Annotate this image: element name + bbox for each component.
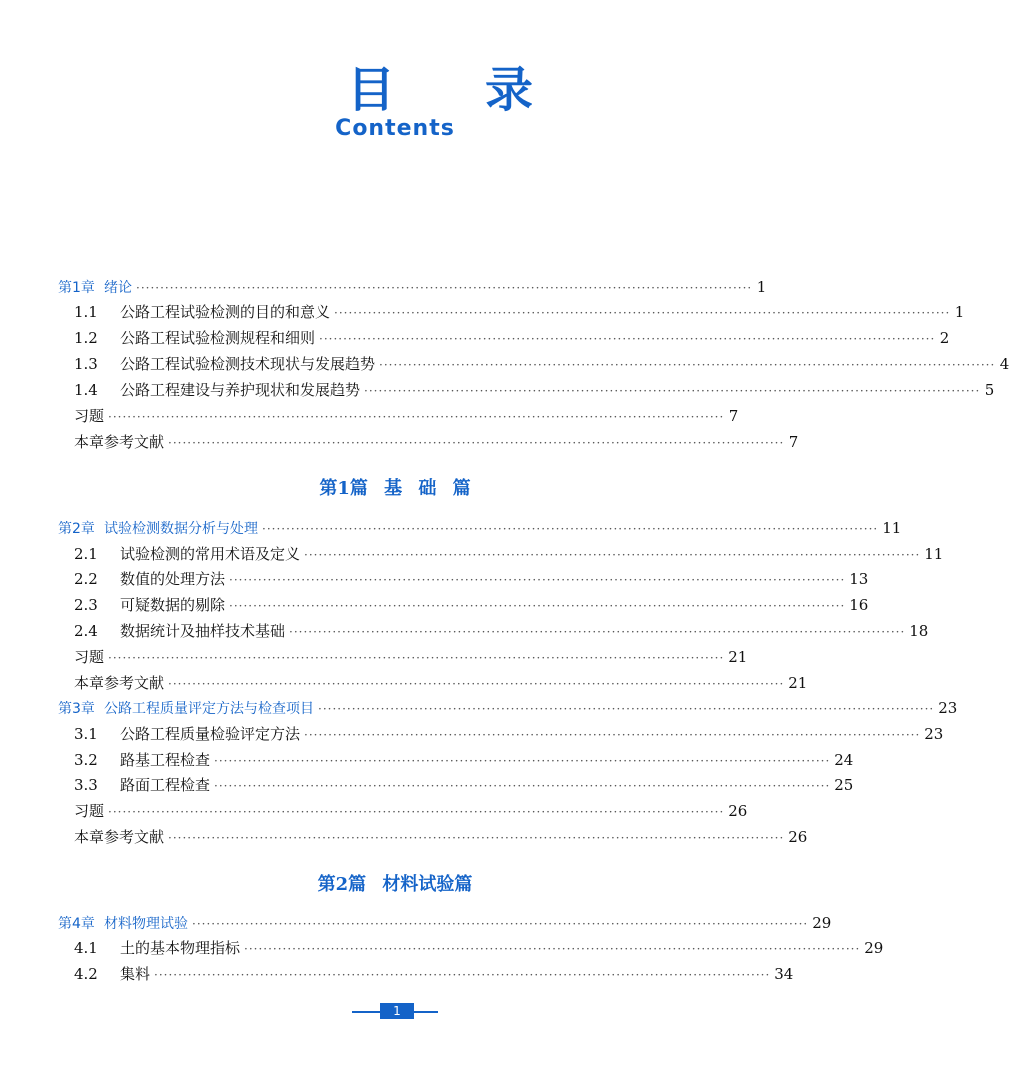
page-ref: 21 (788, 674, 808, 692)
toc-section-2-2[interactable] (74, 568, 869, 590)
leader-dots: ································································································································ (214, 754, 831, 768)
section-title: 公路工程质量检验评定方法 (120, 725, 301, 743)
toc-section-1-3[interactable] (74, 353, 1009, 375)
chapter-number: 第1章 (58, 280, 95, 296)
page-ref: 21 (728, 648, 748, 666)
leader-dots: ································································································································ (379, 358, 996, 372)
toc-references-3[interactable] (74, 826, 808, 848)
leader-dots: ································································································································ (229, 573, 846, 587)
toc-exercises-2[interactable] (74, 646, 748, 668)
toc-section-2-4[interactable] (74, 620, 929, 642)
chapter-title: 材料物理试验 (104, 916, 188, 932)
leader-dots: ································································································································ (192, 917, 809, 931)
page-number-badge: 1 (380, 1003, 414, 1019)
toc-section-3-3[interactable] (74, 774, 854, 796)
toc-chapter-3[interactable] (58, 697, 958, 719)
leader-dots: ································································································································ (334, 306, 951, 320)
page-ref: 23 (924, 725, 944, 743)
section-number: 2.1 (74, 545, 98, 563)
page-ref: 1 (756, 278, 767, 296)
section-title: 数据统计及抽样技术基础 (120, 622, 286, 640)
toc-section-4-2[interactable] (74, 963, 794, 985)
page-ref: 18 (909, 622, 929, 640)
leader-dots: ································································································································ (108, 805, 725, 819)
toc-section-1-1[interactable] (74, 301, 965, 323)
chapter-number: 第3章 (58, 701, 95, 717)
section-number: 1.3 (74, 355, 98, 373)
page-subtitle: Contents (335, 116, 455, 141)
page-ref: 1 (954, 303, 965, 321)
leader-dots: ································································································································ (108, 651, 725, 665)
toc-exercises-1[interactable] (74, 405, 738, 427)
section-title: 试验检测的常用术语及定义 (120, 545, 301, 563)
section-number: 4.2 (74, 965, 98, 983)
page-ref: 24 (834, 751, 854, 769)
leader-dots: ································································································································ (168, 436, 785, 450)
toc-section-4-1[interactable] (74, 937, 884, 959)
page-ref: 11 (924, 545, 944, 563)
chapter-title: 试验检测数据分析与处理 (104, 521, 258, 537)
section-title: 路基工程检查 (120, 751, 211, 769)
page-ref: 23 (938, 699, 958, 717)
toc-section-2-1[interactable] (74, 543, 944, 565)
section-title: 习题 (74, 802, 105, 820)
leader-dots: ································································································································ (168, 831, 785, 845)
chapter-title: 公路工程质量评定方法与检查项目 (104, 701, 314, 717)
section-number: 3.3 (74, 776, 98, 794)
section-number: 2.4 (74, 622, 98, 640)
section-number: 1.1 (74, 303, 98, 321)
leader-dots: ································································································································ (304, 728, 921, 742)
page-ref: 13 (849, 570, 869, 588)
leader-dots: ································································································································ (262, 522, 879, 536)
footer-rule-right (414, 1011, 438, 1013)
leader-dots: ································································································································ (168, 677, 785, 691)
toc-chapter-4[interactable] (58, 912, 832, 934)
section-title: 本章参考文献 (74, 828, 165, 846)
page-ref: 34 (774, 965, 794, 983)
toc-chapter-1[interactable] (58, 276, 767, 298)
section-title: 公路工程试验检测的目的和意义 (120, 303, 331, 321)
toc-chapter-2[interactable] (58, 517, 902, 539)
part-heading-1: 第1篇 基 础 篇 (319, 478, 471, 499)
leader-dots: ································································································································ (289, 625, 906, 639)
section-title: 集料 (120, 965, 151, 983)
section-number: 2.3 (74, 596, 98, 614)
page-ref: 2 (939, 329, 950, 347)
toc-section-1-4[interactable] (74, 379, 995, 401)
section-title: 本章参考文献 (74, 674, 165, 692)
toc-section-3-2[interactable] (74, 749, 854, 771)
page-ref: 5 (984, 381, 995, 399)
footer-rule-left (352, 1011, 380, 1013)
toc-section-1-2[interactable] (74, 327, 950, 349)
section-title: 数值的处理方法 (120, 570, 226, 588)
section-number: 3.1 (74, 725, 98, 743)
toc-section-2-3[interactable] (74, 594, 869, 616)
section-title: 本章参考文献 (74, 433, 165, 451)
toc-section-3-1[interactable] (74, 723, 944, 745)
section-title: 路面工程检查 (120, 776, 211, 794)
page-ref: 7 (728, 407, 739, 425)
page-ref: 7 (788, 433, 799, 451)
section-title: 公路工程试验检测规程和细则 (120, 329, 316, 347)
section-title: 可疑数据的剔除 (120, 596, 226, 614)
page-ref: 4 (999, 355, 1009, 373)
toc-references-1[interactable] (74, 431, 799, 453)
page-ref: 25 (834, 776, 854, 794)
section-number: 1.4 (74, 381, 98, 399)
leader-dots: ································································································································ (319, 332, 936, 346)
page-ref: 26 (788, 828, 808, 846)
page-footer (0, 1000, 790, 1024)
section-number: 4.1 (74, 939, 98, 957)
leader-dots: ································································································································ (304, 548, 921, 562)
page-title: 目录 (346, 62, 623, 118)
page-ref: 26 (728, 802, 748, 820)
page-ref: 29 (812, 914, 832, 932)
page-ref: 29 (864, 939, 884, 957)
leader-dots: ································································································································ (154, 968, 771, 982)
part-heading-2: 第2篇 材料试验篇 (317, 874, 473, 895)
leader-dots: ································································································································ (136, 281, 753, 295)
chapter-number: 第4章 (58, 916, 95, 932)
leader-dots: ································································································································ (318, 702, 935, 716)
section-title: 公路工程试验检测技术现状与发展趋势 (120, 355, 376, 373)
section-title: 习题 (74, 407, 105, 425)
leader-dots: ································································································································ (364, 384, 981, 398)
chapter-title: 绪论 (104, 280, 132, 296)
section-number: 2.2 (74, 570, 98, 588)
section-number: 1.2 (74, 329, 98, 347)
leader-dots: ································································································································ (108, 410, 725, 424)
chapter-number: 第2章 (58, 521, 95, 537)
leader-dots: ································································································································ (244, 942, 861, 956)
page-ref: 11 (882, 519, 902, 537)
toc-references-2[interactable] (74, 672, 808, 694)
toc-exercises-3[interactable] (74, 800, 748, 822)
section-title: 习题 (74, 648, 105, 666)
section-title: 土的基本物理指标 (120, 939, 241, 957)
page-ref: 16 (849, 596, 869, 614)
section-title: 公路工程建设与养护现状和发展趋势 (120, 381, 361, 399)
leader-dots: ································································································································ (214, 779, 831, 793)
leader-dots: ································································································································ (229, 599, 846, 613)
section-number: 3.2 (74, 751, 98, 769)
